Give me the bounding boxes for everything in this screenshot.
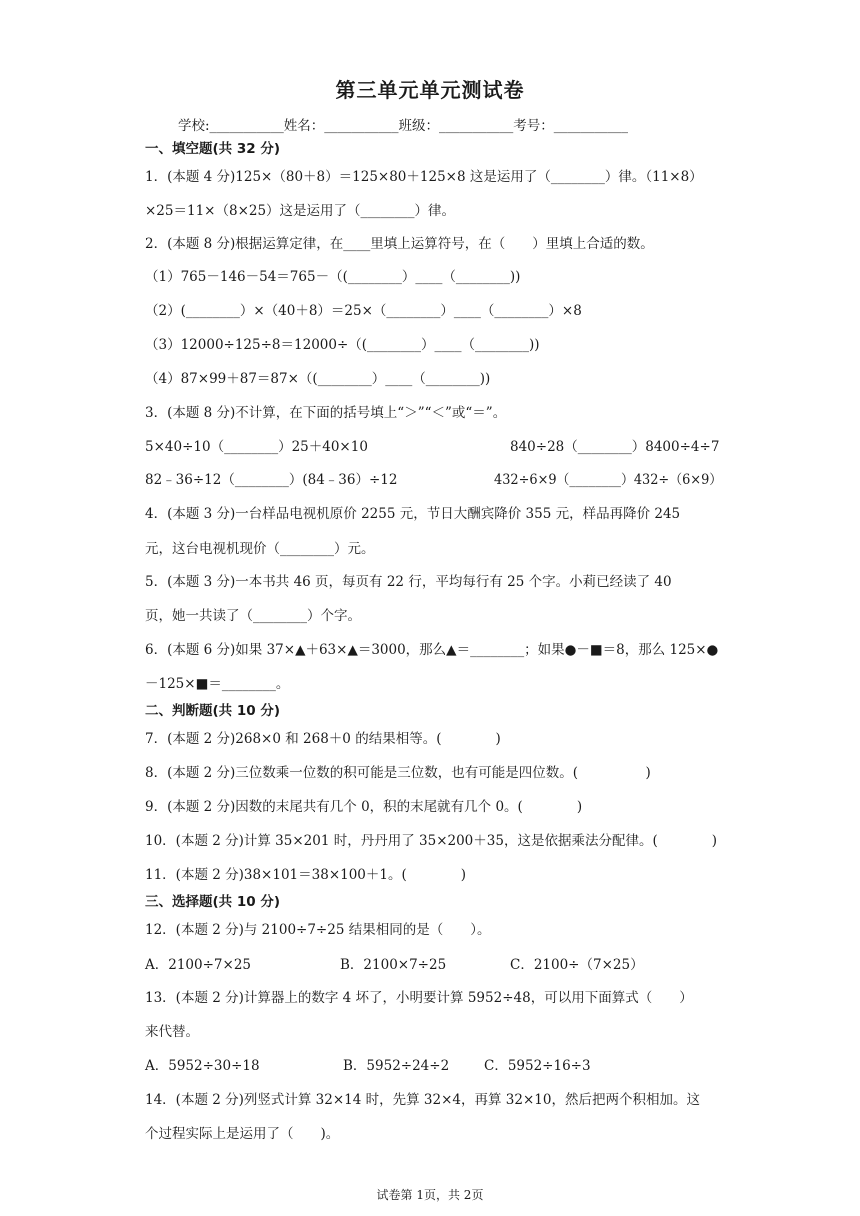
question-3-item-a-right: 840÷28（________）8400÷4÷7	[510, 439, 720, 455]
question-12-option-a: A．2100÷7×25	[145, 957, 251, 973]
question-6-line-2: －125×■＝________。	[145, 676, 290, 692]
question-12-option-c: C．2100÷（7×25）	[510, 957, 644, 973]
question-14-line-1: 14．(本题 2 分)列竖式计算 32×14 时，先算 32×4，再算 32×10，然后把两个积相加。这	[145, 1092, 700, 1108]
question-13-line-1: 13．(本题 2 分)计算器上的数字 4 坏了，小明要计算 5952÷48，可以用下面算式（ ）	[145, 990, 693, 1006]
question-12-option-b: B．2100×7÷25	[340, 957, 447, 973]
question-5-line-1: 5．(本题 3 分)一本书共 46 页，每页有 22 行，平均每行有 25 个字。小莉已经读了 40	[145, 574, 672, 590]
question-3-item-b-left: 82﹣36÷12（________）(84﹣36）÷12	[145, 472, 398, 488]
student-info-line: 学校:___________姓名：___________班级：___________考号：___________	[178, 118, 629, 134]
section-fill-in-heading: 一、填空题(共 32 分)	[145, 141, 281, 157]
page-footer: 试卷第 1页，共 2页	[376, 1188, 484, 1202]
question-11: 11．(本题 2 分)38×101＝38×100＋1。( )	[145, 867, 467, 883]
question-3-item-a-left: 5×40÷10（________）25＋40×10	[145, 439, 368, 455]
question-9: 9．(本题 2 分)因数的末尾共有几个 0，积的末尾就有几个 0。( )	[145, 799, 583, 815]
section-true-false-heading: 二、判断题(共 10 分)	[145, 703, 281, 719]
question-14-line-2: 个过程实际上是运用了（ )。	[145, 1126, 340, 1142]
question-2-part-1: （1）765－146－54＝765－（(________）____（________))	[145, 269, 521, 285]
question-2-line-1: 2．(本题 8 分)根据运算定律，在____里填上运算符号，在（ ）里填上合适的数。	[145, 236, 654, 252]
question-13-line-2: 来代替。	[145, 1024, 199, 1040]
question-7: 7．(本题 2 分)268×0 和 268＋0 的结果相等。( )	[145, 731, 501, 747]
question-2-part-3: （3）12000÷125÷8＝12000÷（(________）____（________))	[145, 337, 540, 353]
question-6-line-1: 6．(本题 6 分)如果 37×▲＋63×▲＝3000，那么▲＝________；如果●－■＝8，那么 125×●	[145, 642, 719, 658]
question-13-option-a: A．5952÷30÷18	[145, 1058, 260, 1074]
question-5-line-2: 页，她一共读了（________）个字。	[145, 608, 361, 624]
question-1-line-2: ×25＝11×（8×25）这是运用了（________）律。	[145, 203, 456, 219]
question-10: 10．(本题 2 分)计算 35×201 时，丹丹用了 35×200＋35，这是依据乘法分配律。( )	[145, 833, 717, 849]
question-3-line-1: 3．(本题 8 分)不计算，在下面的括号填上“＞”“＜”或“＝”。	[145, 405, 507, 421]
question-4-line-1: 4．(本题 3 分)一台样品电视机原价 2255 元，节日大酬宾降价 355 元，样品再降价 245	[145, 506, 681, 522]
section-multiple-choice-heading: 三、选择题(共 10 分)	[145, 894, 281, 910]
question-13-option-c: C．5952÷16÷3	[484, 1058, 591, 1074]
question-2-part-2: （2）(________）×（40＋8）＝25×（________）____（________）×8	[145, 303, 582, 319]
page-title: 第三单元单元测试卷	[335, 78, 525, 102]
question-2-part-4: （4）87×99＋87＝87×（(________）____（________))	[145, 371, 491, 387]
question-3-item-b-right: 432÷6×9（________）432÷（6×9）	[494, 472, 723, 488]
question-12: 12．(本题 2 分)与 2100÷7÷25 结果相同的是（ ）。	[145, 922, 491, 938]
question-1-line-1: 1．(本题 4 分)125×（80＋8）＝125×80＋125×8 这是运用了（________）律。（11×8）	[145, 169, 703, 185]
question-13-option-b: B．5952÷24÷2	[343, 1058, 450, 1074]
question-4-line-2: 元，这台电视机现价（________）元。	[145, 541, 375, 557]
question-8: 8．(本题 2 分)三位数乘一位数的积可能是三位数，也有可能是四位数。( )	[145, 765, 651, 781]
